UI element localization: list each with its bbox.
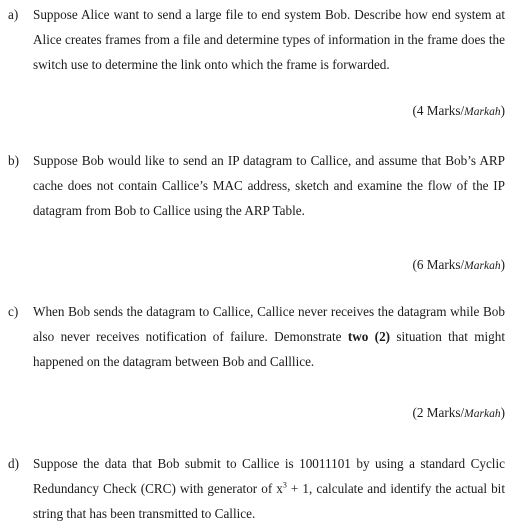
question-d-text: Suppose the data that Bob submit to Callice is 10011101 by using a standard Cyclic Redundancy Check (CRC) with generator of $x^3 + 1$, calculate and identify the actual bit string that has been transmitted to Callice. bbox=[33, 456, 505, 521]
question-c-marks: (2 Marks/Markah) bbox=[412, 405, 505, 420]
question-b bbox=[8, 148, 505, 223]
question-d bbox=[8, 451, 505, 526]
question-d-exponent: 3 bbox=[282, 480, 287, 490]
question-a-label: a) bbox=[8, 7, 19, 22]
question-a bbox=[8, 2, 505, 77]
question-b-marks: (6 Marks/Markah) bbox=[412, 257, 505, 272]
question-c bbox=[8, 299, 505, 374]
question-b-text: Suppose Bob would like to send an IP datagram to Callice, and assume that Bob’s ARP cache does not contain Callice’s MAC address, sketch and examine the flow of the IP datagram from Bob to Callice using the ARP Table. bbox=[33, 153, 505, 218]
question-a-text: Suppose Alice want to send a large file to end system Bob. Describe how end system at Alice creates frames from a file and determine types of information in the frame does the switch use to determine the link onto which the frame is forwarded. bbox=[33, 7, 505, 72]
question-d-label: d) bbox=[8, 456, 19, 471]
question-c-emphasis: two (2) bbox=[347, 329, 391, 344]
question-c-label: c) bbox=[8, 304, 19, 319]
question-a-marks: (4 Marks/Markah) bbox=[412, 103, 505, 118]
question-c-text: When Bob sends the datagram to Callice, Callice never receives the datagram while Bob also never receives notification of failure. Demonstrate two (2) situation that might happened on the datagram between Bob and Calllice. bbox=[33, 304, 505, 369]
question-b-label: b) bbox=[8, 153, 19, 168]
